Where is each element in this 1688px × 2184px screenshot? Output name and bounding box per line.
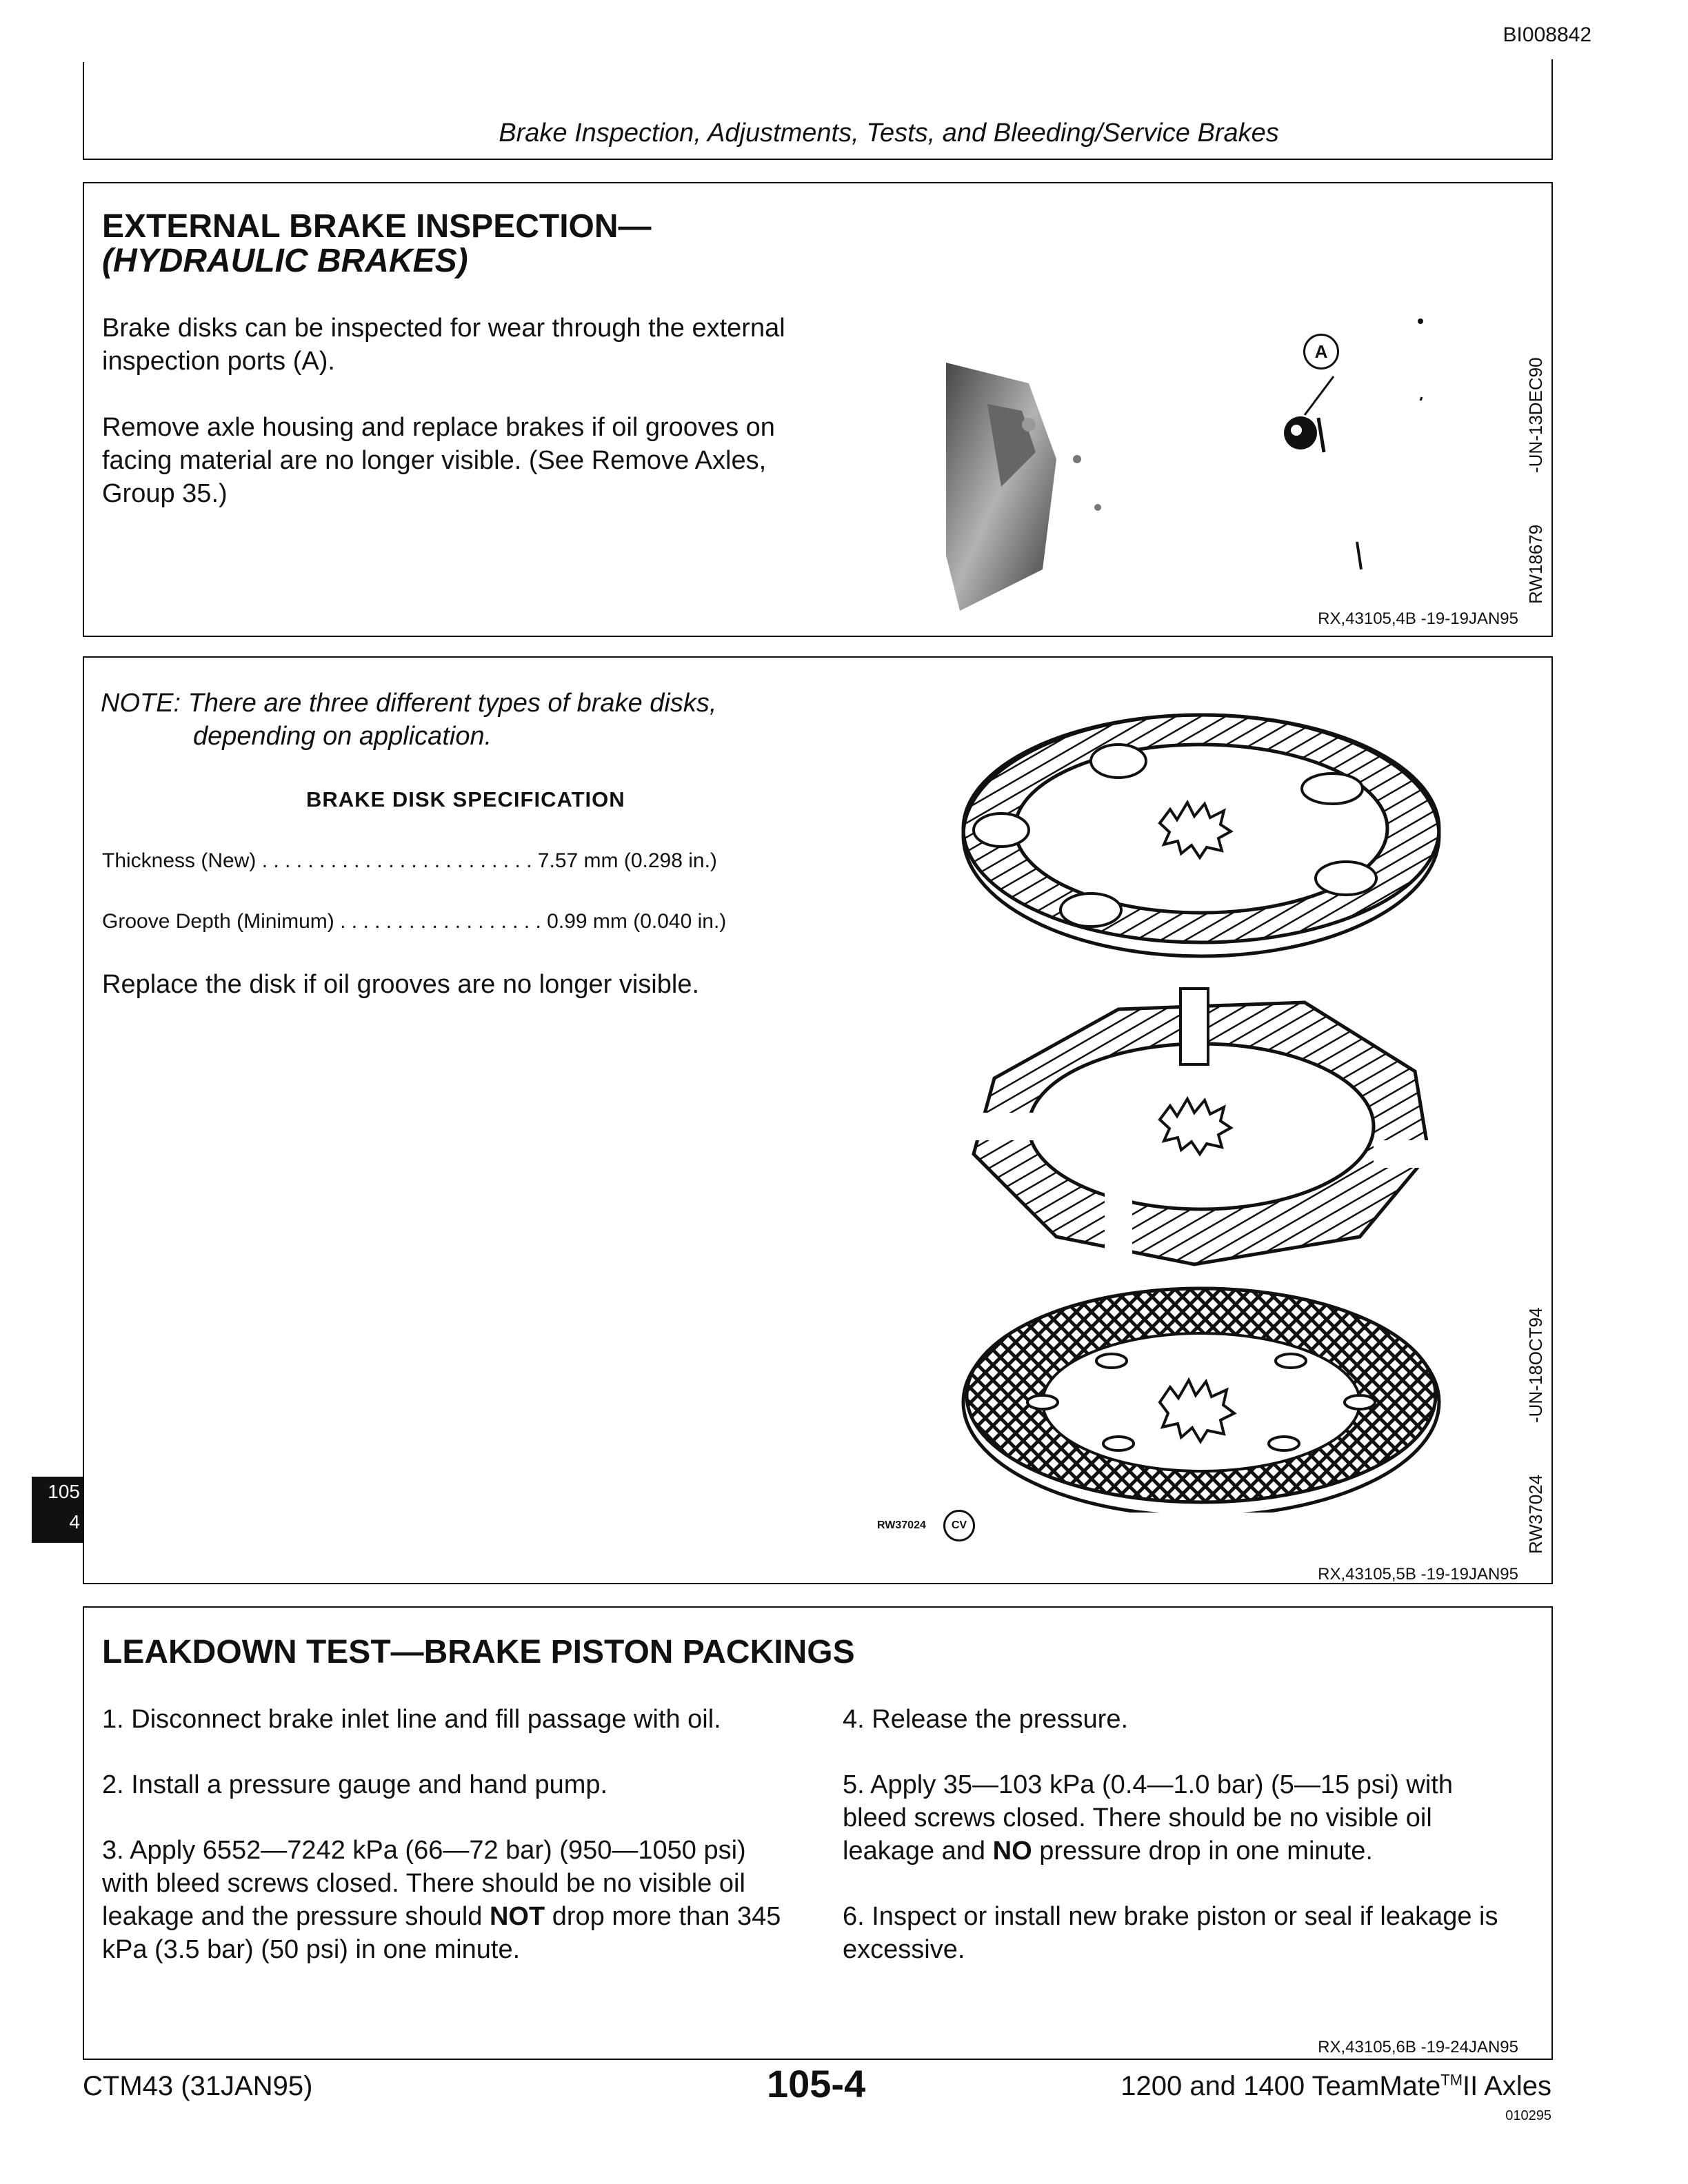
spec-dots: . . . . . . . . . . . . . . . . . . . . . . . . (256, 849, 538, 872)
spec-dots: . . . . . . . . . . . . . . . . . . (334, 910, 547, 933)
step-3-emphasis: NOT (489, 1902, 545, 1931)
steps-right-column (843, 1703, 1518, 1999)
section2-para: Replace the disk if oil grooves are no longer visible. (102, 970, 700, 999)
section1-reference: RX,43105,4B -19-19JAN95 (1318, 609, 1518, 628)
steps-left-column (102, 1703, 798, 1999)
step-3 (102, 1834, 798, 1966)
note-line1: NOTE: There are three different types of brake disks, (101, 689, 717, 718)
brake-disk-illustrations (932, 713, 1456, 1513)
spec-row-groove-depth (102, 910, 726, 933)
spec-value: 0.99 mm (0.040 in.) (547, 910, 727, 933)
trademark-mark: TM (1440, 2071, 1463, 2089)
spec-row-thickness (102, 849, 717, 873)
external-brake-inspection-section (83, 182, 1553, 637)
step-4: 4. Release the pressure. (843, 1705, 1129, 1734)
footer-product-suffix: II Axles (1463, 2071, 1551, 2101)
cv-mark: CV (943, 1510, 975, 1541)
spec-label: Groove Depth (Minimum) (102, 910, 334, 933)
page-tab-line2: 4 (69, 1511, 80, 1533)
figure-small-label: RW37024 (877, 1519, 926, 1531)
figure-code-bottom: RW18679 (1525, 524, 1546, 604)
brake-disk-bottom (963, 1288, 1439, 1513)
note-line2: depending on application. (193, 722, 492, 751)
footer-product (1121, 2071, 1551, 2102)
header-rule-bottom (83, 159, 1553, 160)
inspection-port-photo (863, 280, 1470, 625)
spec-value: 7.57 mm (0.298 in.) (537, 849, 717, 872)
section3-reference: RX,43105,6B -19-24JAN95 (1318, 2038, 1518, 2056)
step-5-text-a: 5. Apply 35—103 kPa (0.4—1.0 bar) (5—15 psi) with bleed screws closed. There should be no visible oil leakage and (843, 1770, 1454, 1866)
step-5-text-c: pressure drop in one minute. (1032, 1837, 1373, 1866)
footer-manual-id: CTM43 (31JAN95) (83, 2071, 313, 2101)
step-3-text-c: drop more than 345 kPa (3.5 bar) (50 psi) in one minute. (102, 1902, 781, 1964)
section1-title-line2: (HYDRAULIC BRAKES) (102, 243, 468, 279)
section1-para1: Brake disks can be inspected for wear through the external inspection ports (A). (102, 314, 785, 376)
figure-code-top: -UN-13DEC90 (1525, 357, 1546, 473)
section1-title-line1: EXTERNAL BRAKE INSPECTION— (102, 208, 652, 245)
header-title: Brake Inspection, Adjustments, Tests, and Bleeding/Service Brakes (499, 119, 1279, 148)
section2-reference: RX,43105,5B -19-19JAN95 (1318, 1565, 1518, 1584)
brake-disk-top (963, 715, 1439, 956)
page-number: 105-4 (767, 2062, 866, 2105)
figure-code-bottom: RW37024 (1525, 1474, 1546, 1554)
brake-disk-section (83, 656, 1553, 1584)
brake-disk-middle (960, 989, 1449, 1271)
step-5 (843, 1768, 1518, 1868)
spec-label: Thickness (New) (102, 849, 257, 872)
document-id: BI008842 (1503, 23, 1591, 46)
footer-product-name: 1200 and 1400 TeamMate (1121, 2071, 1441, 2101)
callout-a: A (1303, 334, 1339, 370)
page-tab-line1: 105 (48, 1481, 80, 1502)
spec-heading: BRAKE DISK SPECIFICATION (306, 787, 625, 811)
page-tab (32, 1477, 83, 1543)
step-6: 6. Inspect or install new brake piston or seal if leakage is excessive. (843, 1902, 1498, 1964)
step-2: 2. Install a pressure gauge and hand pump. (102, 1770, 608, 1799)
leakdown-test-section (83, 1606, 1553, 2060)
step-3-text-a: 3. Apply 6552—7242 kPa (66—72 bar) (950—1050 psi) with bleed screws closed. There should be no visible oil leakage and the pressure should (102, 1836, 746, 1931)
section1-para2: Remove axle housing and replace brakes if oil grooves on facing material are no longer visible. (See Remove Axles, Group 35.) (102, 413, 775, 508)
section3-title: LEAKDOWN TEST—BRAKE PISTON PACKINGS (102, 1634, 855, 1670)
step-5-emphasis: NO (992, 1837, 1032, 1866)
step-1: 1. Disconnect brake inlet line and fill passage with oil. (102, 1705, 721, 1734)
figure-code-top: -UN-18OCT94 (1525, 1307, 1546, 1423)
footer-code: 010295 (1505, 2108, 1551, 2123)
